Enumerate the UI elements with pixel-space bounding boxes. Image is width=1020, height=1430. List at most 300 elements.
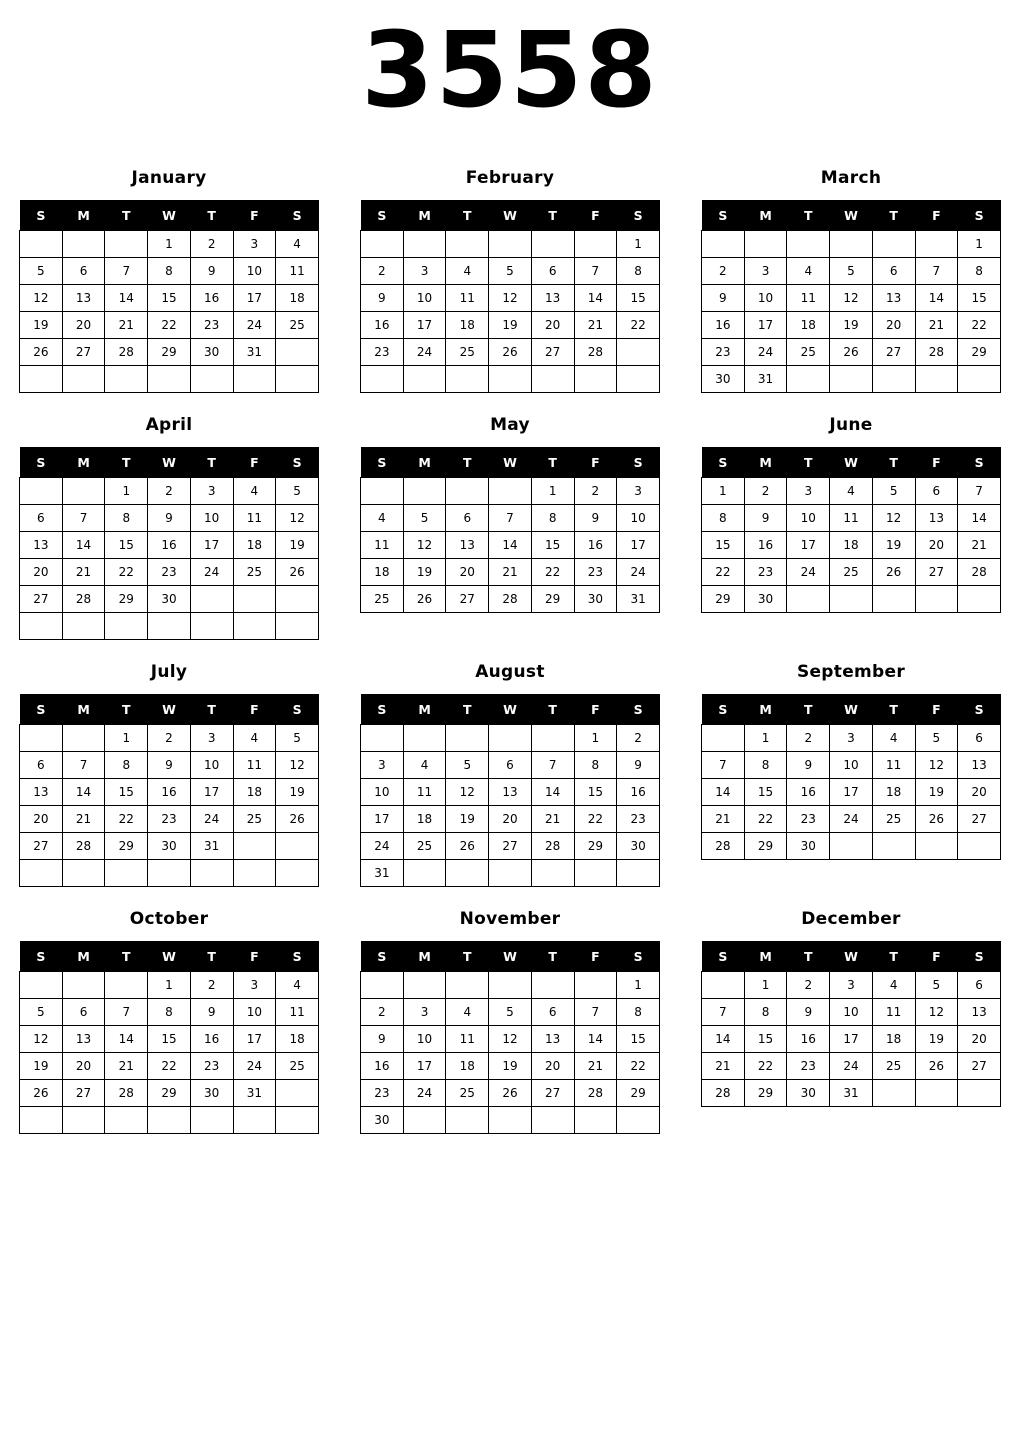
day-cell[interactable]: 17 xyxy=(190,779,233,806)
day-cell[interactable]: 9 xyxy=(617,752,660,779)
day-cell[interactable]: 2 xyxy=(702,258,745,285)
day-cell[interactable]: 17 xyxy=(403,312,446,339)
day-cell[interactable]: 28 xyxy=(915,339,958,366)
day-cell[interactable]: 9 xyxy=(361,1026,404,1053)
day-cell[interactable]: 27 xyxy=(20,586,63,613)
day-cell[interactable]: 30 xyxy=(702,366,745,393)
day-cell[interactable]: 18 xyxy=(233,779,276,806)
day-cell[interactable]: 6 xyxy=(20,505,63,532)
day-cell[interactable]: 14 xyxy=(62,532,105,559)
day-cell[interactable]: 30 xyxy=(574,586,617,613)
day-cell[interactable]: 11 xyxy=(361,532,404,559)
day-cell[interactable]: 19 xyxy=(276,779,319,806)
day-cell[interactable]: 29 xyxy=(702,586,745,613)
day-cell[interactable]: 24 xyxy=(190,806,233,833)
day-cell[interactable]: 5 xyxy=(20,258,63,285)
day-cell[interactable]: 25 xyxy=(446,339,489,366)
day-cell[interactable]: 3 xyxy=(233,231,276,258)
day-cell[interactable]: 3 xyxy=(190,478,233,505)
day-cell[interactable]: 22 xyxy=(574,806,617,833)
day-cell[interactable]: 30 xyxy=(787,1080,830,1107)
day-cell[interactable]: 17 xyxy=(744,312,787,339)
day-cell[interactable]: 15 xyxy=(617,285,660,312)
day-cell[interactable]: 8 xyxy=(702,505,745,532)
day-cell[interactable]: 6 xyxy=(958,972,1001,999)
day-cell[interactable]: 10 xyxy=(787,505,830,532)
day-cell[interactable]: 29 xyxy=(148,339,191,366)
day-cell[interactable]: 30 xyxy=(361,1107,404,1134)
day-cell[interactable]: 15 xyxy=(744,1026,787,1053)
day-cell[interactable]: 1 xyxy=(105,478,148,505)
day-cell[interactable]: 12 xyxy=(489,285,532,312)
day-cell[interactable]: 2 xyxy=(361,258,404,285)
day-cell[interactable]: 9 xyxy=(574,505,617,532)
day-cell[interactable]: 22 xyxy=(958,312,1001,339)
day-cell[interactable]: 14 xyxy=(489,532,532,559)
day-cell[interactable]: 3 xyxy=(744,258,787,285)
day-cell[interactable]: 15 xyxy=(531,532,574,559)
day-cell[interactable]: 22 xyxy=(531,559,574,586)
day-cell[interactable]: 4 xyxy=(233,725,276,752)
day-cell[interactable]: 19 xyxy=(915,779,958,806)
day-cell[interactable]: 20 xyxy=(872,312,915,339)
day-cell[interactable]: 14 xyxy=(958,505,1001,532)
day-cell[interactable]: 12 xyxy=(872,505,915,532)
day-cell[interactable]: 25 xyxy=(787,339,830,366)
day-cell[interactable]: 28 xyxy=(531,833,574,860)
day-cell[interactable]: 23 xyxy=(148,559,191,586)
day-cell[interactable]: 20 xyxy=(958,779,1001,806)
day-cell[interactable]: 1 xyxy=(702,478,745,505)
day-cell[interactable]: 6 xyxy=(20,752,63,779)
day-cell[interactable]: 14 xyxy=(915,285,958,312)
day-cell[interactable]: 15 xyxy=(958,285,1001,312)
day-cell[interactable]: 31 xyxy=(830,1080,873,1107)
day-cell[interactable]: 1 xyxy=(617,231,660,258)
day-cell[interactable]: 16 xyxy=(190,1026,233,1053)
day-cell[interactable]: 29 xyxy=(574,833,617,860)
day-cell[interactable]: 11 xyxy=(787,285,830,312)
day-cell[interactable]: 19 xyxy=(489,1053,532,1080)
day-cell[interactable]: 5 xyxy=(276,725,319,752)
day-cell[interactable]: 8 xyxy=(531,505,574,532)
day-cell[interactable]: 26 xyxy=(872,559,915,586)
day-cell[interactable]: 17 xyxy=(233,285,276,312)
day-cell[interactable]: 13 xyxy=(62,1026,105,1053)
day-cell[interactable]: 29 xyxy=(105,833,148,860)
day-cell[interactable]: 17 xyxy=(787,532,830,559)
day-cell[interactable]: 7 xyxy=(489,505,532,532)
day-cell[interactable]: 4 xyxy=(276,972,319,999)
day-cell[interactable]: 14 xyxy=(574,1026,617,1053)
day-cell[interactable]: 15 xyxy=(148,285,191,312)
day-cell[interactable]: 7 xyxy=(62,505,105,532)
day-cell[interactable]: 28 xyxy=(702,1080,745,1107)
day-cell[interactable]: 25 xyxy=(446,1080,489,1107)
day-cell[interactable]: 29 xyxy=(744,833,787,860)
day-cell[interactable]: 13 xyxy=(958,999,1001,1026)
day-cell[interactable]: 4 xyxy=(403,752,446,779)
day-cell[interactable]: 3 xyxy=(617,478,660,505)
day-cell[interactable]: 2 xyxy=(148,478,191,505)
day-cell[interactable]: 26 xyxy=(403,586,446,613)
day-cell[interactable]: 30 xyxy=(617,833,660,860)
day-cell[interactable]: 14 xyxy=(574,285,617,312)
day-cell[interactable]: 18 xyxy=(403,806,446,833)
day-cell[interactable]: 12 xyxy=(276,505,319,532)
day-cell[interactable]: 12 xyxy=(20,1026,63,1053)
day-cell[interactable]: 28 xyxy=(62,833,105,860)
day-cell[interactable]: 9 xyxy=(190,258,233,285)
day-cell[interactable]: 5 xyxy=(915,972,958,999)
day-cell[interactable]: 26 xyxy=(489,339,532,366)
day-cell[interactable]: 21 xyxy=(702,806,745,833)
day-cell[interactable]: 14 xyxy=(531,779,574,806)
day-cell[interactable]: 21 xyxy=(702,1053,745,1080)
day-cell[interactable]: 11 xyxy=(872,999,915,1026)
day-cell[interactable]: 3 xyxy=(787,478,830,505)
day-cell[interactable]: 28 xyxy=(105,339,148,366)
day-cell[interactable]: 5 xyxy=(20,999,63,1026)
day-cell[interactable]: 13 xyxy=(446,532,489,559)
day-cell[interactable]: 22 xyxy=(744,1053,787,1080)
day-cell[interactable]: 28 xyxy=(702,833,745,860)
day-cell[interactable]: 11 xyxy=(276,999,319,1026)
day-cell[interactable]: 4 xyxy=(872,725,915,752)
day-cell[interactable]: 13 xyxy=(20,779,63,806)
day-cell[interactable]: 9 xyxy=(744,505,787,532)
day-cell[interactable]: 30 xyxy=(190,1080,233,1107)
day-cell[interactable]: 17 xyxy=(830,779,873,806)
day-cell[interactable]: 10 xyxy=(190,505,233,532)
day-cell[interactable]: 8 xyxy=(744,999,787,1026)
day-cell[interactable]: 20 xyxy=(531,1053,574,1080)
day-cell[interactable]: 2 xyxy=(190,972,233,999)
day-cell[interactable]: 20 xyxy=(20,806,63,833)
day-cell[interactable]: 11 xyxy=(446,285,489,312)
day-cell[interactable]: 3 xyxy=(361,752,404,779)
day-cell[interactable]: 27 xyxy=(958,806,1001,833)
day-cell[interactable]: 31 xyxy=(361,860,404,887)
day-cell[interactable]: 21 xyxy=(105,312,148,339)
day-cell[interactable]: 3 xyxy=(233,972,276,999)
day-cell[interactable]: 7 xyxy=(702,999,745,1026)
day-cell[interactable]: 24 xyxy=(190,559,233,586)
day-cell[interactable]: 29 xyxy=(105,586,148,613)
day-cell[interactable]: 7 xyxy=(958,478,1001,505)
day-cell[interactable]: 8 xyxy=(617,258,660,285)
day-cell[interactable]: 20 xyxy=(531,312,574,339)
day-cell[interactable]: 20 xyxy=(958,1026,1001,1053)
day-cell[interactable]: 21 xyxy=(62,806,105,833)
day-cell[interactable]: 25 xyxy=(403,833,446,860)
day-cell[interactable]: 4 xyxy=(830,478,873,505)
day-cell[interactable]: 28 xyxy=(489,586,532,613)
day-cell[interactable]: 18 xyxy=(361,559,404,586)
day-cell[interactable]: 10 xyxy=(233,258,276,285)
day-cell[interactable]: 4 xyxy=(361,505,404,532)
day-cell[interactable]: 5 xyxy=(489,258,532,285)
day-cell[interactable]: 7 xyxy=(62,752,105,779)
day-cell[interactable]: 23 xyxy=(361,339,404,366)
day-cell[interactable]: 8 xyxy=(574,752,617,779)
day-cell[interactable]: 22 xyxy=(702,559,745,586)
day-cell[interactable]: 25 xyxy=(872,806,915,833)
day-cell[interactable]: 23 xyxy=(787,806,830,833)
day-cell[interactable]: 6 xyxy=(872,258,915,285)
day-cell[interactable]: 27 xyxy=(958,1053,1001,1080)
day-cell[interactable]: 7 xyxy=(915,258,958,285)
day-cell[interactable]: 10 xyxy=(403,285,446,312)
day-cell[interactable]: 10 xyxy=(744,285,787,312)
day-cell[interactable]: 25 xyxy=(872,1053,915,1080)
day-cell[interactable]: 2 xyxy=(190,231,233,258)
day-cell[interactable]: 10 xyxy=(830,752,873,779)
day-cell[interactable]: 26 xyxy=(915,1053,958,1080)
day-cell[interactable]: 15 xyxy=(105,532,148,559)
day-cell[interactable]: 18 xyxy=(276,285,319,312)
day-cell[interactable]: 27 xyxy=(872,339,915,366)
day-cell[interactable]: 2 xyxy=(574,478,617,505)
day-cell[interactable]: 16 xyxy=(574,532,617,559)
day-cell[interactable]: 29 xyxy=(531,586,574,613)
day-cell[interactable]: 13 xyxy=(489,779,532,806)
day-cell[interactable]: 9 xyxy=(148,505,191,532)
day-cell[interactable]: 18 xyxy=(872,1026,915,1053)
day-cell[interactable]: 12 xyxy=(830,285,873,312)
day-cell[interactable]: 22 xyxy=(148,312,191,339)
day-cell[interactable]: 21 xyxy=(574,312,617,339)
day-cell[interactable]: 5 xyxy=(915,725,958,752)
day-cell[interactable]: 27 xyxy=(489,833,532,860)
day-cell[interactable]: 16 xyxy=(148,532,191,559)
day-cell[interactable]: 9 xyxy=(190,999,233,1026)
day-cell[interactable]: 15 xyxy=(574,779,617,806)
day-cell[interactable]: 22 xyxy=(617,312,660,339)
day-cell[interactable]: 18 xyxy=(830,532,873,559)
day-cell[interactable]: 27 xyxy=(62,339,105,366)
day-cell[interactable]: 12 xyxy=(446,779,489,806)
day-cell[interactable]: 21 xyxy=(62,559,105,586)
day-cell[interactable]: 15 xyxy=(702,532,745,559)
day-cell[interactable]: 23 xyxy=(617,806,660,833)
day-cell[interactable]: 10 xyxy=(617,505,660,532)
day-cell[interactable]: 23 xyxy=(190,312,233,339)
day-cell[interactable]: 16 xyxy=(787,779,830,806)
day-cell[interactable]: 2 xyxy=(787,725,830,752)
day-cell[interactable]: 8 xyxy=(958,258,1001,285)
day-cell[interactable]: 4 xyxy=(446,258,489,285)
day-cell[interactable]: 30 xyxy=(148,833,191,860)
day-cell[interactable]: 13 xyxy=(531,1026,574,1053)
day-cell[interactable]: 7 xyxy=(702,752,745,779)
day-cell[interactable]: 12 xyxy=(20,285,63,312)
day-cell[interactable]: 14 xyxy=(105,285,148,312)
day-cell[interactable]: 14 xyxy=(62,779,105,806)
day-cell[interactable]: 29 xyxy=(617,1080,660,1107)
day-cell[interactable]: 25 xyxy=(830,559,873,586)
day-cell[interactable]: 18 xyxy=(787,312,830,339)
day-cell[interactable]: 6 xyxy=(915,478,958,505)
day-cell[interactable]: 6 xyxy=(958,725,1001,752)
day-cell[interactable]: 18 xyxy=(233,532,276,559)
day-cell[interactable]: 6 xyxy=(489,752,532,779)
day-cell[interactable]: 31 xyxy=(233,339,276,366)
day-cell[interactable]: 1 xyxy=(744,725,787,752)
day-cell[interactable]: 21 xyxy=(574,1053,617,1080)
day-cell[interactable]: 21 xyxy=(915,312,958,339)
day-cell[interactable]: 13 xyxy=(531,285,574,312)
day-cell[interactable]: 9 xyxy=(148,752,191,779)
day-cell[interactable]: 25 xyxy=(276,312,319,339)
day-cell[interactable]: 24 xyxy=(617,559,660,586)
day-cell[interactable]: 16 xyxy=(190,285,233,312)
day-cell[interactable]: 17 xyxy=(830,1026,873,1053)
day-cell[interactable]: 9 xyxy=(361,285,404,312)
day-cell[interactable]: 2 xyxy=(361,999,404,1026)
day-cell[interactable]: 22 xyxy=(105,559,148,586)
day-cell[interactable]: 15 xyxy=(744,779,787,806)
day-cell[interactable]: 28 xyxy=(62,586,105,613)
day-cell[interactable]: 7 xyxy=(531,752,574,779)
day-cell[interactable]: 31 xyxy=(233,1080,276,1107)
day-cell[interactable]: 30 xyxy=(787,833,830,860)
day-cell[interactable]: 15 xyxy=(105,779,148,806)
day-cell[interactable]: 13 xyxy=(872,285,915,312)
day-cell[interactable]: 21 xyxy=(489,559,532,586)
day-cell[interactable]: 1 xyxy=(574,725,617,752)
day-cell[interactable]: 7 xyxy=(105,258,148,285)
day-cell[interactable]: 3 xyxy=(830,725,873,752)
day-cell[interactable]: 26 xyxy=(276,559,319,586)
day-cell[interactable]: 11 xyxy=(830,505,873,532)
day-cell[interactable]: 24 xyxy=(233,312,276,339)
day-cell[interactable]: 1 xyxy=(958,231,1001,258)
day-cell[interactable]: 30 xyxy=(190,339,233,366)
day-cell[interactable]: 28 xyxy=(105,1080,148,1107)
day-cell[interactable]: 9 xyxy=(702,285,745,312)
day-cell[interactable]: 20 xyxy=(915,532,958,559)
day-cell[interactable]: 22 xyxy=(617,1053,660,1080)
day-cell[interactable]: 16 xyxy=(702,312,745,339)
day-cell[interactable]: 30 xyxy=(148,586,191,613)
day-cell[interactable]: 20 xyxy=(62,1053,105,1080)
day-cell[interactable]: 16 xyxy=(361,312,404,339)
day-cell[interactable]: 24 xyxy=(403,339,446,366)
day-cell[interactable]: 13 xyxy=(62,285,105,312)
day-cell[interactable]: 1 xyxy=(617,972,660,999)
day-cell[interactable]: 10 xyxy=(361,779,404,806)
day-cell[interactable]: 14 xyxy=(702,1026,745,1053)
day-cell[interactable]: 6 xyxy=(446,505,489,532)
day-cell[interactable]: 27 xyxy=(531,339,574,366)
day-cell[interactable]: 29 xyxy=(148,1080,191,1107)
day-cell[interactable]: 4 xyxy=(276,231,319,258)
day-cell[interactable]: 4 xyxy=(872,972,915,999)
day-cell[interactable]: 23 xyxy=(148,806,191,833)
day-cell[interactable]: 2 xyxy=(744,478,787,505)
day-cell[interactable]: 10 xyxy=(190,752,233,779)
day-cell[interactable]: 19 xyxy=(403,559,446,586)
day-cell[interactable]: 10 xyxy=(403,1026,446,1053)
day-cell[interactable]: 8 xyxy=(148,258,191,285)
day-cell[interactable]: 29 xyxy=(958,339,1001,366)
day-cell[interactable]: 14 xyxy=(105,1026,148,1053)
day-cell[interactable]: 27 xyxy=(20,833,63,860)
day-cell[interactable]: 3 xyxy=(830,972,873,999)
day-cell[interactable]: 28 xyxy=(958,559,1001,586)
day-cell[interactable]: 26 xyxy=(20,339,63,366)
day-cell[interactable]: 6 xyxy=(62,999,105,1026)
day-cell[interactable]: 8 xyxy=(148,999,191,1026)
day-cell[interactable]: 27 xyxy=(531,1080,574,1107)
day-cell[interactable]: 2 xyxy=(787,972,830,999)
day-cell[interactable]: 16 xyxy=(361,1053,404,1080)
day-cell[interactable]: 14 xyxy=(702,779,745,806)
day-cell[interactable]: 21 xyxy=(105,1053,148,1080)
day-cell[interactable]: 24 xyxy=(787,559,830,586)
day-cell[interactable]: 21 xyxy=(958,532,1001,559)
day-cell[interactable]: 15 xyxy=(617,1026,660,1053)
day-cell[interactable]: 26 xyxy=(20,1080,63,1107)
day-cell[interactable]: 4 xyxy=(446,999,489,1026)
day-cell[interactable]: 17 xyxy=(403,1053,446,1080)
day-cell[interactable]: 12 xyxy=(276,752,319,779)
day-cell[interactable]: 12 xyxy=(915,999,958,1026)
day-cell[interactable]: 23 xyxy=(361,1080,404,1107)
day-cell[interactable]: 26 xyxy=(446,833,489,860)
day-cell[interactable]: 6 xyxy=(531,999,574,1026)
day-cell[interactable]: 8 xyxy=(105,752,148,779)
day-cell[interactable]: 16 xyxy=(744,532,787,559)
day-cell[interactable]: 23 xyxy=(574,559,617,586)
day-cell[interactable]: 5 xyxy=(830,258,873,285)
day-cell[interactable]: 3 xyxy=(403,999,446,1026)
day-cell[interactable]: 18 xyxy=(446,312,489,339)
day-cell[interactable]: 24 xyxy=(830,806,873,833)
day-cell[interactable]: 1 xyxy=(531,478,574,505)
day-cell[interactable]: 1 xyxy=(148,231,191,258)
day-cell[interactable]: 25 xyxy=(276,1053,319,1080)
day-cell[interactable]: 17 xyxy=(233,1026,276,1053)
day-cell[interactable]: 27 xyxy=(446,586,489,613)
day-cell[interactable]: 3 xyxy=(403,258,446,285)
day-cell[interactable]: 26 xyxy=(915,806,958,833)
day-cell[interactable]: 3 xyxy=(190,725,233,752)
day-cell[interactable]: 5 xyxy=(872,478,915,505)
day-cell[interactable]: 5 xyxy=(446,752,489,779)
day-cell[interactable]: 24 xyxy=(744,339,787,366)
day-cell[interactable]: 31 xyxy=(744,366,787,393)
day-cell[interactable]: 10 xyxy=(830,999,873,1026)
day-cell[interactable]: 24 xyxy=(233,1053,276,1080)
day-cell[interactable]: 23 xyxy=(787,1053,830,1080)
day-cell[interactable]: 26 xyxy=(830,339,873,366)
day-cell[interactable]: 2 xyxy=(148,725,191,752)
day-cell[interactable]: 19 xyxy=(276,532,319,559)
day-cell[interactable]: 7 xyxy=(574,258,617,285)
day-cell[interactable]: 5 xyxy=(489,999,532,1026)
day-cell[interactable]: 9 xyxy=(787,752,830,779)
day-cell[interactable]: 22 xyxy=(105,806,148,833)
day-cell[interactable]: 16 xyxy=(787,1026,830,1053)
day-cell[interactable]: 13 xyxy=(915,505,958,532)
day-cell[interactable]: 23 xyxy=(744,559,787,586)
day-cell[interactable]: 12 xyxy=(489,1026,532,1053)
day-cell[interactable]: 25 xyxy=(233,559,276,586)
day-cell[interactable]: 30 xyxy=(744,586,787,613)
day-cell[interactable]: 4 xyxy=(233,478,276,505)
